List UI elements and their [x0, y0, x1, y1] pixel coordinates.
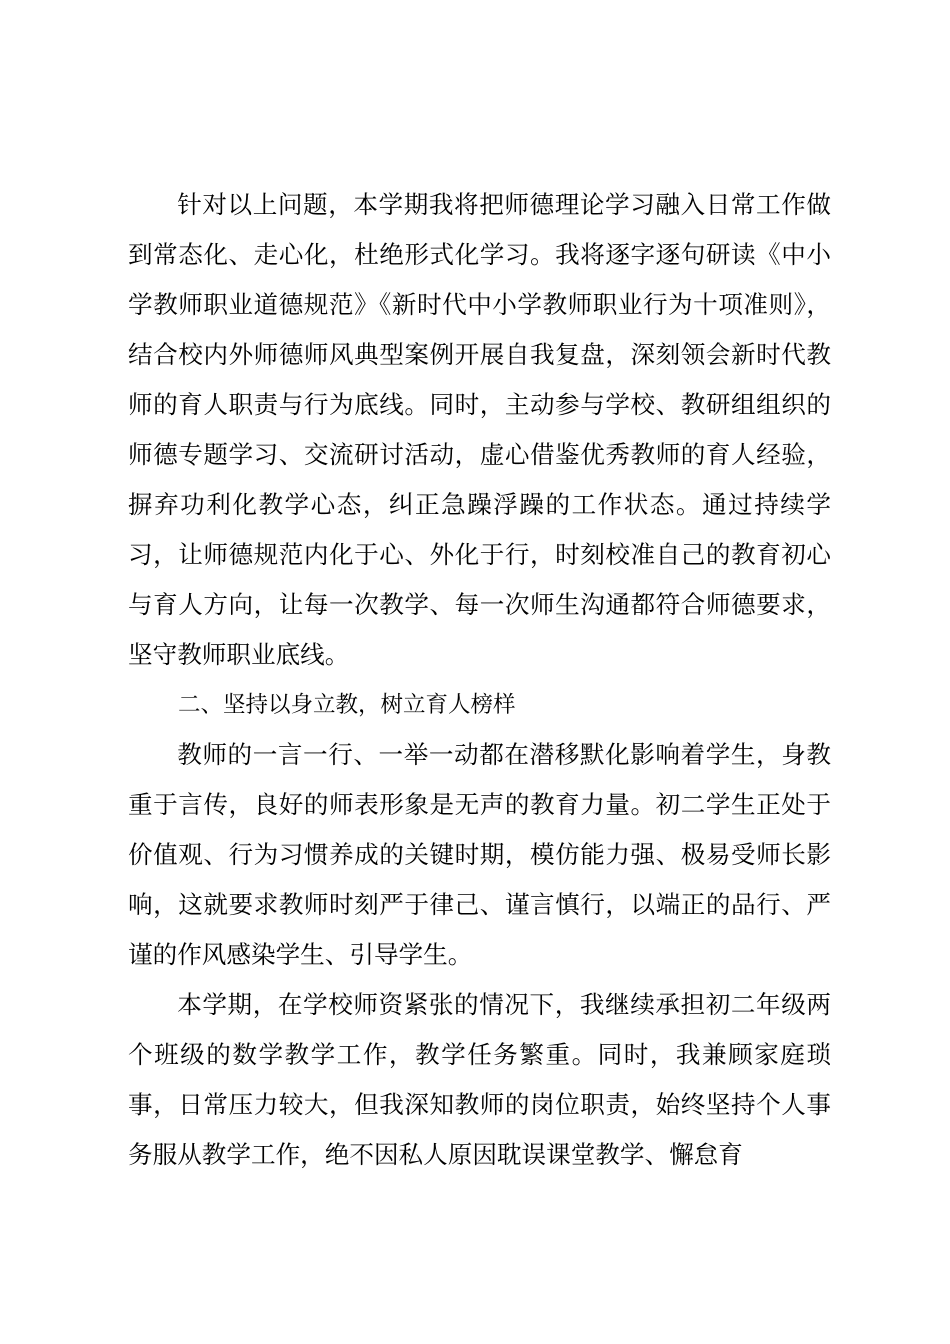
document-body [128, 180, 831, 1180]
section-heading: 二、坚持以身立教，树立育人榜样 [178, 692, 516, 718]
paragraph-study-plan: 针对以上问题，本学期我将把师德理论学习融入日常工作做到常态化、走心化，杜绝形式化学习。我将逐字逐句研读《中小学教师职业道德规范》《新时代中小学教师职业行为十项准则》，结合校内外师德师风典型案例开展自我复盘，深刻领会新时代教师的育人职责与行为底线。同时，主动参与学校、教研组组织的师德专题学习、交流研讨活动，虚心借鉴优秀教师的育人经验，摒弃功利化教学心态，纠正急躁浮躁的工作状态。通过持续学习，让师德规范内化于心、外化于行，时刻校准自己的教育初心与育人方向，让每一次教学、每一次师生沟通都符合师德要求，坚守教师职业底线。 [128, 190, 831, 669]
paragraph-role-model: 教师的一言一行、一举一动都在潜移默化影响着学生，身教重于言传，良好的师表形象是无声的教育力量。初二学生正处于价值观、行为习惯养成的关键时期，模仿能力强、极易受师长影响，这就要求教师时刻严于律己、谨言慎行，以端正的品行、严谨的作风感染学生、引导学生。 [128, 740, 831, 969]
paragraph-workload: 本学期，在学校师资紧张的情况下，我继续承担初二年级两个班级的数学教学工作，教学任务繁重。同时，我兼顾家庭琐事，日常压力较大，但我深知教师的岗位职责，始终坚持个人事务服从教学工作，绝不因私人原因耽误课堂教学、懈怠育 [128, 990, 831, 1169]
